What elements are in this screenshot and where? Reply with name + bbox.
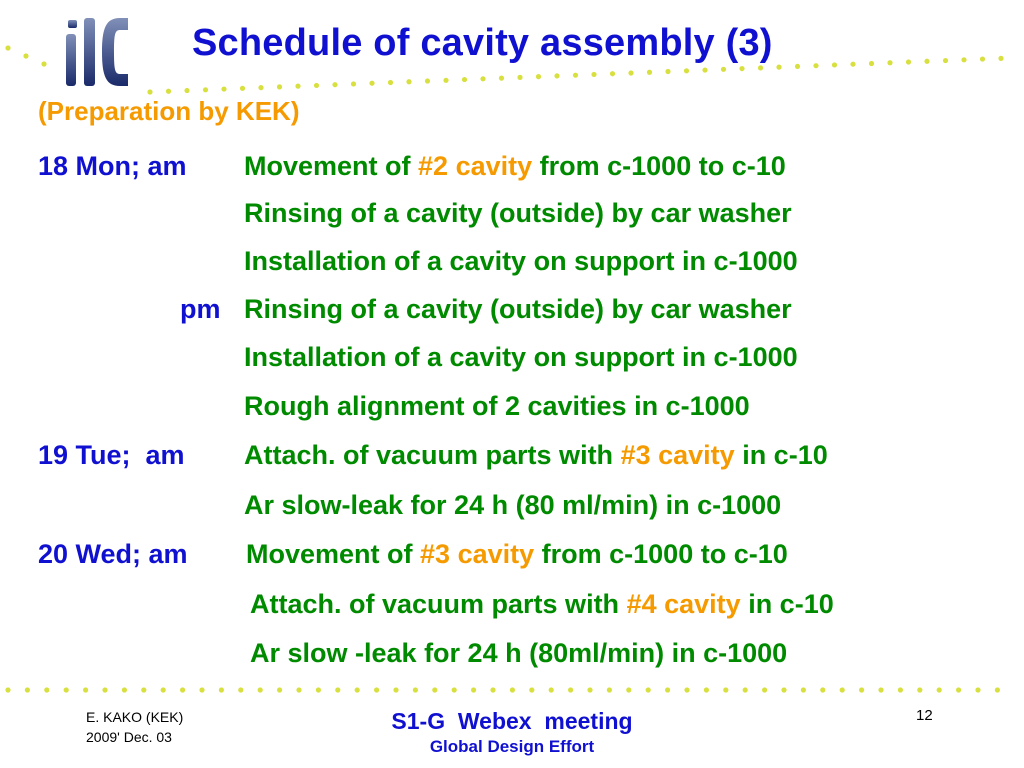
schedule-row — [38, 432, 185, 478]
schedule-row — [38, 143, 187, 189]
activity-text: Installation of a cavity on support in c-1000 — [244, 246, 798, 276]
activity-text: Rinsing of a cavity (outside) by car washer — [244, 294, 792, 324]
schedule-row — [180, 286, 221, 332]
footer-meeting-block — [0, 706, 1024, 758]
day-label: pm — [180, 294, 221, 324]
cavity-highlight: #3 cavity — [420, 539, 535, 569]
slide-title: Schedule of cavity assembly (3) — [192, 22, 773, 64]
activity-text: Rough alignment of 2 cavities in c-1000 — [244, 391, 750, 421]
ilc-logo — [62, 14, 142, 90]
cavity-highlight: #3 cavity — [620, 440, 735, 470]
footer-meeting: S1-G Webex meeting — [391, 708, 633, 734]
activity-text: Rinsing of a cavity (outside) by car washer — [244, 198, 792, 228]
activity-text: Attach. of vacuum parts with #4 cavity in c-10 — [250, 589, 834, 619]
activity-text: Movement of #2 cavity from c-1000 to c-10 — [244, 151, 786, 181]
activity-text: Ar slow -leak for 24 h (80ml/min) in c-1000 — [250, 638, 788, 668]
bottom-dotted-line — [0, 682, 1024, 698]
footer-date: 2009' Dec. 03 — [86, 729, 172, 745]
day-label: 18 Mon; am — [38, 151, 187, 181]
cavity-highlight: #4 cavity — [626, 589, 741, 619]
slide-subtitle: (Preparation by KEK) — [38, 96, 300, 126]
activity-text: Installation of a cavity on support in c-1000 — [244, 342, 798, 372]
day-label: 20 Wed; am — [38, 539, 188, 569]
activity-text: Movement of #3 cavity from c-1000 to c-10 — [246, 539, 788, 569]
footer-org: Global Design Effort — [429, 737, 595, 756]
footer-author: E. KAKO (KEK) — [86, 709, 184, 725]
schedule-row — [38, 531, 188, 577]
activity-text: Attach. of vacuum parts with #3 cavity in c-10 — [244, 440, 828, 470]
page-number: 12 — [916, 707, 933, 724]
activity-text: Ar slow-leak for 24 h (80 ml/min) in c-1000 — [244, 490, 782, 520]
day-label: 19 Tue; am — [38, 440, 185, 470]
cavity-highlight: #2 cavity — [418, 151, 533, 181]
